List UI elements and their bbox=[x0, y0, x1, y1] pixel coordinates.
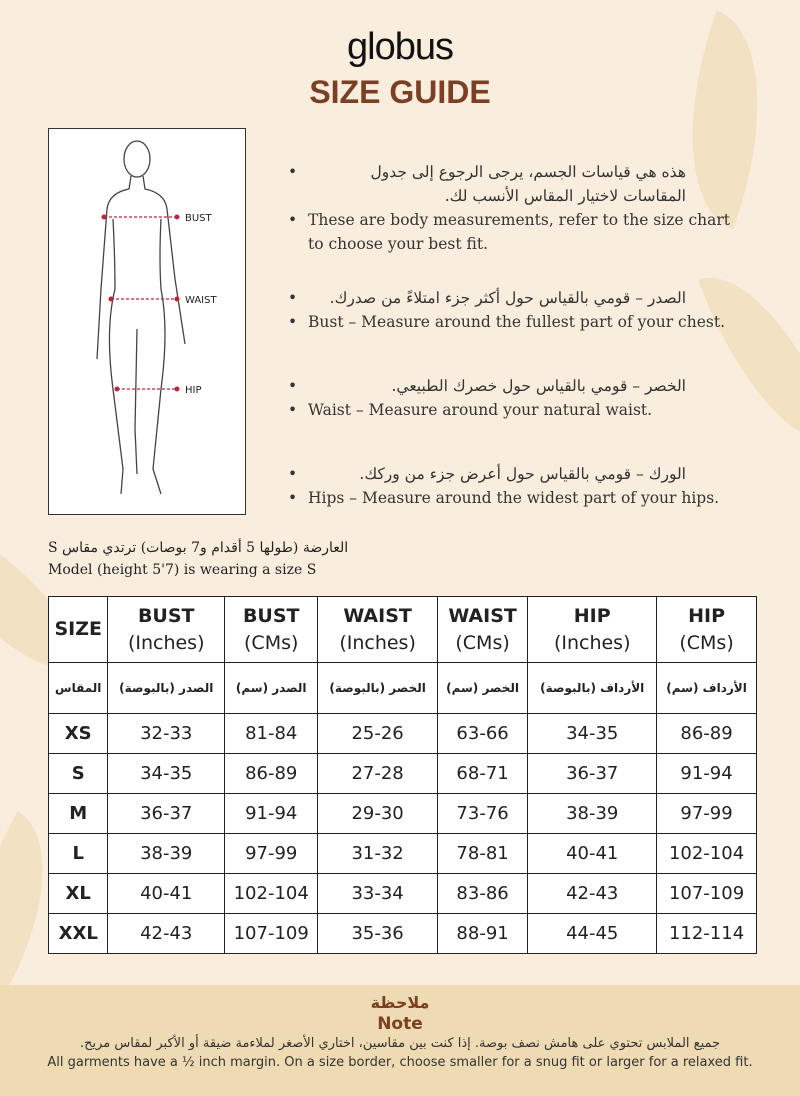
measurement-cell: 42-43 bbox=[108, 914, 225, 954]
measurement-instructions bbox=[286, 160, 736, 540]
measurement-cell: 63-66 bbox=[437, 714, 528, 754]
measurement-cell: 107-109 bbox=[225, 914, 318, 954]
measurement-cell: 42-43 bbox=[528, 874, 657, 914]
column-header bbox=[108, 597, 225, 663]
bust-label: BUST bbox=[185, 213, 212, 224]
page-title: SIZE GUIDE bbox=[309, 74, 491, 110]
measurement-cell: 107-109 bbox=[657, 874, 757, 914]
hip-label: HIP bbox=[185, 385, 202, 396]
model-info-ar: العارضة (طولها 5 أقدام و7 بوصات) ترتدي مقاس S bbox=[48, 540, 349, 556]
header-label: BUST bbox=[242, 604, 300, 627]
measurement-cell: 83-86 bbox=[437, 874, 528, 914]
measurement-cell: 27-28 bbox=[318, 754, 437, 794]
measurement-cell: 73-76 bbox=[437, 794, 528, 834]
table-row bbox=[49, 754, 757, 794]
measurement-cell: 78-81 bbox=[437, 834, 528, 874]
bullet-en: • These are body measurements, refer to the size chart to choose your best fit. bbox=[286, 208, 736, 256]
model-info bbox=[48, 537, 348, 581]
measurement-cell: 44-45 bbox=[528, 914, 657, 954]
note-text-ar: جميع الملابس تحتوي على هامش نصف بوصة. إذا كنت بين مقاسين، اختاري الأصغر لملاءمة ضيقة أو الأكبر لمقاس مريح. bbox=[79, 1036, 721, 1051]
size-cell: M bbox=[49, 794, 108, 834]
measurement-cell: 40-41 bbox=[108, 874, 225, 914]
size-cell: S bbox=[49, 754, 108, 794]
measurement-cell: 91-94 bbox=[225, 794, 318, 834]
measurement-cell: 40-41 bbox=[528, 834, 657, 874]
column-header bbox=[437, 597, 528, 663]
column-header bbox=[657, 597, 757, 663]
measurement-cell: 97-99 bbox=[657, 794, 757, 834]
measurement-cell: 86-89 bbox=[657, 714, 757, 754]
column-header bbox=[49, 597, 108, 663]
measurement-cell: 38-39 bbox=[108, 834, 225, 874]
measurement-cell: 97-99 bbox=[225, 834, 318, 874]
table-row bbox=[49, 914, 757, 954]
measurement-cell: 112-114 bbox=[657, 914, 757, 954]
size-cell: XS bbox=[49, 714, 108, 754]
column-header-ar: الخصر (سم) bbox=[437, 663, 528, 714]
measurement-cell: 34-35 bbox=[108, 754, 225, 794]
column-header-ar: الخصر (بالبوصة) bbox=[318, 663, 437, 714]
bullet-en: • Waist – Measure around your natural waist. bbox=[286, 398, 736, 422]
measurement-cell: 102-104 bbox=[657, 834, 757, 874]
note-section bbox=[0, 985, 800, 1096]
size-cell: XL bbox=[49, 874, 108, 914]
measurement-cell: 33-34 bbox=[318, 874, 437, 914]
column-header bbox=[318, 597, 437, 663]
measurement-cell: 29-30 bbox=[318, 794, 437, 834]
header-label: WAIST bbox=[343, 604, 412, 627]
table-row bbox=[49, 874, 757, 914]
measurement-cell: 68-71 bbox=[437, 754, 528, 794]
measurement-cell: 91-94 bbox=[657, 754, 757, 794]
size-chart-table bbox=[48, 596, 757, 954]
measurement-cell: 25-26 bbox=[318, 714, 437, 754]
header-label: WAIST bbox=[448, 604, 517, 627]
model-info-en: Model (height 5'7) is wearing a size S bbox=[48, 562, 317, 578]
measurement-cell: 102-104 bbox=[225, 874, 318, 914]
bullet-en: • Bust – Measure around the fullest part of your chest. bbox=[286, 310, 736, 334]
bullet-ar: • الورك – قومي بالقياس حول أعرض جزء من وركك. bbox=[286, 462, 736, 486]
column-header bbox=[528, 597, 657, 663]
body-measurement-figure bbox=[48, 128, 246, 515]
bullet-ar: • الخصر – قومي بالقياس حول خصرك الطبيعي. bbox=[286, 374, 736, 398]
header-label: HIP bbox=[688, 604, 725, 627]
header-unit: (Inches) bbox=[127, 631, 205, 654]
measurement-cell: 86-89 bbox=[225, 754, 318, 794]
measurement-cell: 35-36 bbox=[318, 914, 437, 954]
measurement-cell: 36-37 bbox=[108, 794, 225, 834]
column-header-ar: الصدر (سم) bbox=[225, 663, 318, 714]
header-label: SIZE bbox=[54, 618, 102, 640]
brand-logo: globus bbox=[347, 26, 453, 68]
header-unit: (Inches) bbox=[553, 631, 631, 654]
measurement-cell: 88-91 bbox=[437, 914, 528, 954]
note-text: All garments have a ½ inch margin. On a size border, choose smaller for a snug fit or larger for a relaxed fit. bbox=[47, 1055, 753, 1070]
header-unit: (CMs) bbox=[455, 631, 510, 654]
column-header-ar: الأرداف (بالبوصة) bbox=[528, 663, 657, 714]
column-header-ar: الصدر (بالبوصة) bbox=[108, 663, 225, 714]
size-cell: XXL bbox=[49, 914, 108, 954]
body-silhouette bbox=[49, 129, 245, 514]
column-header bbox=[225, 597, 318, 663]
note-title-ar: ملاحظة bbox=[370, 993, 430, 1012]
measurement-cell: 34-35 bbox=[528, 714, 657, 754]
header-unit: (CMs) bbox=[244, 631, 299, 654]
column-header-ar: المقاس bbox=[49, 663, 108, 714]
note-title: Note bbox=[377, 1014, 423, 1034]
bullet-ar: • هذه هي قياسات الجسم، يرجى الرجوع إلى جدول المقاسات لاختيار المقاس الأنسب لك. bbox=[286, 160, 736, 208]
table-row bbox=[49, 794, 757, 834]
measurement-cell: 36-37 bbox=[528, 754, 657, 794]
measurement-cell: 38-39 bbox=[528, 794, 657, 834]
header-label: BUST bbox=[137, 604, 195, 627]
measurement-cell: 81-84 bbox=[225, 714, 318, 754]
measurement-cell: 32-33 bbox=[108, 714, 225, 754]
bullet-ar: • الصدر – قومي بالقياس حول أكثر جزء امتلاءً من صدرك. bbox=[286, 286, 736, 310]
header-label: HIP bbox=[573, 604, 611, 627]
size-cell: L bbox=[49, 834, 108, 874]
waist-label: WAIST bbox=[185, 295, 217, 306]
header-unit: (CMs) bbox=[679, 631, 734, 654]
measurement-cell: 31-32 bbox=[318, 834, 437, 874]
table-row bbox=[49, 714, 757, 754]
header-unit: (Inches) bbox=[339, 631, 416, 654]
bullet-en: • Hips – Measure around the widest part of your hips. bbox=[286, 486, 736, 510]
table-row bbox=[49, 834, 757, 874]
column-header-ar: الأرداف (سم) bbox=[657, 663, 757, 714]
